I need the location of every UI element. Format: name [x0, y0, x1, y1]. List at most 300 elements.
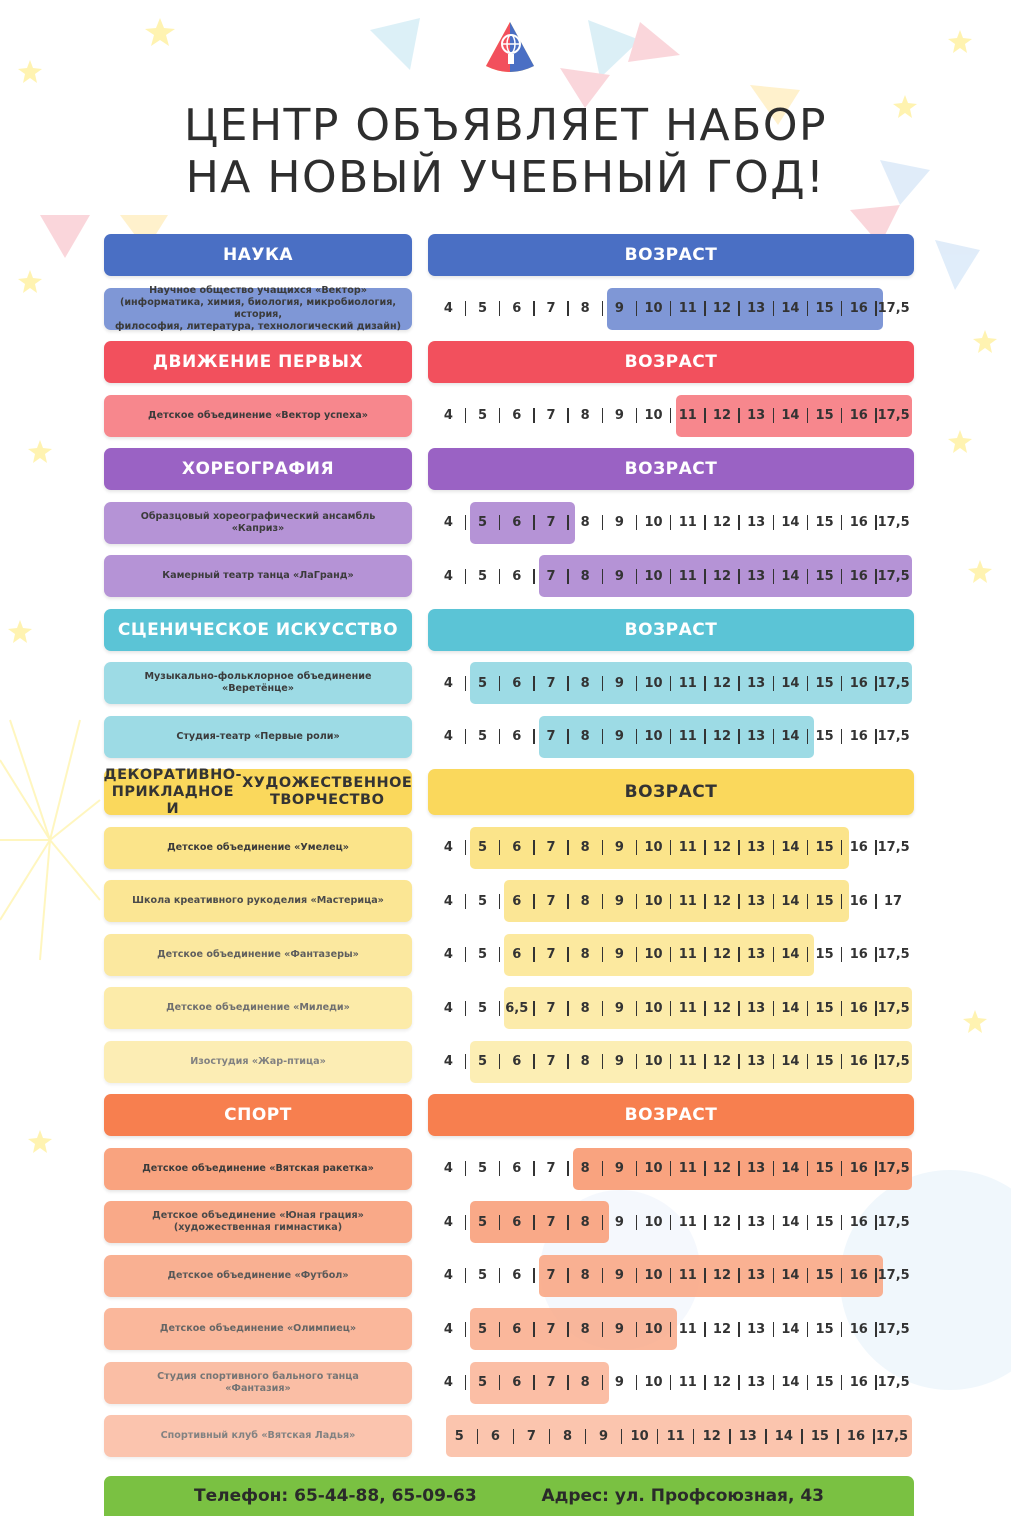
age-value: 12	[712, 408, 732, 423]
age-value: 17	[883, 893, 903, 909]
age-value: 9	[614, 1054, 624, 1069]
age-separator	[636, 1054, 638, 1069]
age-separator	[807, 840, 809, 855]
age-header-label: ВОЗРАСТ	[624, 782, 718, 802]
age-separator	[704, 408, 706, 423]
section-header	[104, 234, 412, 276]
age-value: 16	[849, 840, 868, 855]
age-separator	[602, 1322, 604, 1337]
age-value: 12	[712, 1054, 732, 1069]
program-name-line: «Фантазия»	[225, 1382, 291, 1394]
age-separator	[670, 1322, 672, 1337]
age-separator	[513, 1429, 515, 1444]
age-separator	[875, 301, 877, 316]
age-value: 11	[678, 1321, 697, 1337]
age-separator	[670, 301, 672, 316]
age-separator	[549, 1429, 551, 1444]
age-value: 17,5	[877, 301, 910, 316]
age-value: 4	[443, 947, 453, 962]
age-value: 17,5	[877, 1054, 910, 1069]
age-value: 4	[443, 515, 453, 530]
program-name	[144, 671, 371, 695]
age-separator	[738, 1322, 740, 1337]
program-label	[104, 1255, 412, 1297]
age-value: 6	[512, 568, 522, 584]
section-title: СЦЕНИЧЕСКОЕ ИСКУССТВО	[117, 619, 399, 640]
age-value: 12	[712, 1268, 732, 1283]
age-value: 6	[512, 893, 522, 909]
age-value: 11	[678, 408, 697, 423]
age-separator	[636, 1322, 638, 1337]
age-value: 7	[526, 1428, 536, 1444]
age-separator	[533, 569, 535, 584]
age-separator	[704, 676, 706, 691]
age-value: 16	[849, 1268, 868, 1283]
age-separator	[704, 1322, 706, 1337]
program-label	[104, 284, 412, 332]
age-value: 8	[580, 568, 590, 584]
age-value: 10	[644, 947, 663, 962]
age-separator	[499, 1322, 501, 1337]
age-value: 14	[781, 1321, 800, 1337]
age-value: 7	[546, 1321, 556, 1337]
age-separator	[765, 1429, 767, 1444]
age-separator	[841, 569, 843, 584]
age-separator	[801, 1429, 803, 1444]
age-value: 13	[747, 1054, 766, 1069]
age-value: 10	[644, 1321, 663, 1337]
age-value: 6	[512, 840, 522, 855]
age-separator	[636, 1375, 638, 1390]
age-separator	[841, 1161, 843, 1176]
age-separator	[567, 1268, 569, 1283]
age-value: 15	[815, 1321, 834, 1337]
age-value: 16	[849, 729, 868, 744]
age-separator	[729, 1429, 731, 1444]
age-separator	[636, 729, 638, 744]
age-separator	[841, 515, 843, 530]
age-separator	[499, 1161, 501, 1176]
age-scale	[433, 395, 912, 437]
age-value: 16	[849, 1321, 868, 1337]
age-value: 5	[478, 1214, 488, 1230]
age-value: 13	[747, 1375, 766, 1390]
age-header	[428, 609, 914, 651]
age-separator	[670, 1268, 672, 1283]
age-separator	[636, 840, 638, 855]
program-name	[190, 1056, 326, 1068]
age-separator	[773, 676, 775, 691]
age-value: 5	[478, 301, 488, 316]
age-header-label: ВОЗРАСТ	[624, 1105, 718, 1125]
program-name-line: Детское объединение «Фантазеры»	[157, 948, 359, 960]
age-value: 5	[478, 893, 488, 909]
age-value: 14	[781, 1000, 800, 1016]
section-header	[104, 609, 412, 651]
age-separator	[738, 840, 740, 855]
age-separator	[533, 947, 535, 962]
age-scale	[433, 1308, 912, 1350]
age-value: 15	[815, 301, 834, 316]
age-value: 8	[580, 1161, 590, 1176]
age-value: 14	[781, 1161, 800, 1176]
age-value: 4	[443, 1000, 453, 1016]
age-value: 12	[712, 1321, 732, 1337]
age-separator	[602, 408, 604, 423]
age-separator	[567, 569, 569, 584]
age-value: 7	[546, 1054, 556, 1069]
section-title-line: ХУДОЖЕСТВЕННОЕ ТВОРЧЕСТВО	[242, 775, 413, 808]
age-separator	[465, 676, 467, 691]
age-value: 15	[815, 675, 834, 691]
age-separator	[567, 1322, 569, 1337]
age-separator	[841, 1322, 843, 1337]
program-name	[167, 1270, 348, 1282]
age-separator	[499, 569, 501, 584]
age-separator	[704, 1161, 706, 1176]
age-separator	[465, 840, 467, 855]
age-value: 11	[666, 1428, 685, 1444]
age-value: 5	[478, 675, 488, 691]
age-value: 9	[614, 675, 624, 691]
program-label	[104, 1415, 412, 1457]
program-name-line: (информатика, химия, биология, микробиология, история,	[119, 296, 397, 320]
age-separator	[704, 301, 706, 316]
age-separator	[738, 301, 740, 316]
age-value: 16	[849, 408, 868, 423]
age-separator	[533, 676, 535, 691]
age-value: 17,5	[877, 675, 910, 691]
age-value: 7	[546, 301, 556, 316]
age-separator	[738, 676, 740, 691]
program-label	[104, 1308, 412, 1350]
age-separator	[567, 894, 569, 909]
age-separator	[670, 676, 672, 691]
age-scale	[443, 1415, 912, 1457]
age-separator	[807, 729, 809, 744]
age-separator	[533, 1375, 535, 1390]
age-separator	[807, 301, 809, 316]
program-name-line: «Каприз»	[231, 522, 285, 534]
program-name-line: Музыкально-фольклорное объединение	[144, 671, 372, 682]
age-separator	[499, 1268, 501, 1283]
age-value: 5	[478, 1054, 488, 1069]
age-separator	[704, 840, 706, 855]
age-header	[428, 341, 914, 383]
age-value: 12	[712, 893, 732, 909]
age-header-label: ВОЗРАСТ	[624, 352, 718, 372]
age-value: 9	[614, 1000, 624, 1016]
age-separator	[738, 1268, 740, 1283]
age-separator	[602, 1001, 604, 1016]
age-value: 8	[580, 893, 590, 909]
age-value: 11	[678, 1214, 697, 1230]
age-value: 7	[546, 1161, 556, 1176]
age-value: 6	[512, 1161, 522, 1176]
age-separator	[841, 1375, 843, 1390]
age-value: 4	[443, 729, 453, 744]
age-separator	[636, 1215, 638, 1230]
age-separator	[841, 894, 843, 909]
age-value: 6	[512, 515, 522, 530]
age-separator	[807, 569, 809, 584]
age-value: 10	[644, 729, 663, 744]
age-separator	[704, 1001, 706, 1016]
age-separator	[670, 408, 672, 423]
age-separator	[875, 1215, 877, 1230]
age-value: 16	[849, 893, 868, 909]
age-value: 8	[580, 408, 590, 423]
age-separator	[773, 1268, 775, 1283]
age-value: 13	[747, 515, 766, 530]
age-separator	[602, 1215, 604, 1230]
age-separator	[704, 1215, 706, 1230]
program-name-line: Детское объединение «Вятская ракетка»	[142, 1162, 374, 1174]
age-value: 12	[712, 1000, 732, 1016]
age-separator	[841, 840, 843, 855]
age-value: 16	[849, 1375, 868, 1390]
age-value: 9	[614, 301, 624, 316]
age-value: 12	[712, 301, 732, 316]
age-separator	[465, 569, 467, 584]
age-separator	[602, 676, 604, 691]
age-separator	[567, 1375, 569, 1390]
age-value: 16	[849, 1000, 868, 1016]
age-value: 15	[815, 1375, 834, 1390]
age-value: 15	[815, 1214, 834, 1230]
age-separator	[585, 1429, 587, 1444]
age-value: 6	[512, 1321, 522, 1337]
age-value: 17,5	[875, 1428, 909, 1444]
age-separator	[533, 1054, 535, 1069]
age-value: 8	[580, 729, 590, 744]
age-value: 13	[747, 729, 766, 744]
age-separator	[873, 1429, 875, 1444]
program-label	[104, 662, 412, 704]
program-name	[142, 1163, 374, 1175]
age-value: 13	[747, 947, 766, 962]
age-value: 5	[478, 1161, 488, 1176]
age-header	[428, 448, 914, 490]
age-value: 6	[512, 301, 522, 316]
age-separator	[704, 1268, 706, 1283]
age-value: 17,5	[877, 1214, 910, 1230]
age-value: 11	[678, 947, 697, 962]
age-value: 13	[747, 408, 766, 423]
age-value: 9	[614, 729, 624, 744]
age-separator	[533, 729, 535, 744]
age-value: 7	[546, 840, 556, 855]
age-separator	[567, 1215, 569, 1230]
age-scale	[433, 934, 912, 976]
age-separator	[602, 840, 604, 855]
age-separator	[738, 894, 740, 909]
age-value: 11	[678, 729, 697, 744]
age-separator	[533, 1322, 535, 1337]
age-value: 6	[490, 1428, 500, 1444]
program-name-line: Детское объединение «Футбол»	[167, 1269, 349, 1281]
age-separator	[533, 301, 535, 316]
program-name-line: философия, литература, технологический дизайн)	[115, 320, 401, 332]
age-separator	[738, 1054, 740, 1069]
age-value: 15	[810, 1428, 829, 1444]
age-value: 8	[580, 947, 590, 962]
section-title: СПОРТ	[224, 1105, 292, 1125]
age-separator	[670, 569, 672, 584]
age-separator	[636, 1161, 638, 1176]
age-separator	[837, 1429, 839, 1444]
age-value: 5	[454, 1428, 464, 1444]
age-separator	[499, 676, 501, 691]
age-scale	[433, 288, 912, 330]
age-separator	[670, 1161, 672, 1176]
age-separator	[636, 894, 638, 909]
age-value: 10	[644, 1214, 663, 1230]
age-value: 15	[815, 1268, 834, 1283]
age-value: 4	[443, 1161, 453, 1176]
program-name-line: Научное общество учащихся «Вектор»	[149, 284, 367, 296]
age-separator	[738, 1161, 740, 1176]
age-value: 15	[815, 1000, 834, 1016]
program-name-line: Студия-театр «Первые роли»	[176, 730, 340, 742]
age-separator	[704, 947, 706, 962]
age-value: 7	[546, 1000, 556, 1016]
age-separator	[670, 894, 672, 909]
age-separator	[602, 1268, 604, 1283]
age-value: 7	[546, 515, 556, 530]
age-header	[428, 1094, 914, 1136]
age-scale	[433, 1201, 912, 1243]
age-separator	[533, 515, 535, 530]
age-value: 13	[747, 301, 766, 316]
age-separator	[670, 1375, 672, 1390]
age-value: 10	[644, 1161, 663, 1176]
age-separator	[621, 1429, 623, 1444]
age-separator	[567, 840, 569, 855]
age-separator	[875, 947, 877, 962]
age-value: 6	[512, 947, 522, 962]
age-separator	[602, 947, 604, 962]
age-value: 4	[443, 1268, 453, 1283]
age-separator	[499, 1054, 501, 1069]
age-value: 10	[644, 1268, 663, 1283]
age-value: 9	[614, 515, 624, 530]
age-separator	[533, 1161, 535, 1176]
age-value: 12	[702, 1428, 721, 1444]
age-value: 15	[815, 729, 834, 744]
age-value: 5	[478, 1321, 488, 1337]
age-separator	[533, 1001, 535, 1016]
age-separator	[670, 840, 672, 855]
age-value: 17,5	[877, 947, 910, 962]
age-separator	[499, 894, 501, 909]
age-value: 9	[614, 1268, 624, 1283]
age-value: 14	[781, 515, 800, 530]
age-value: 10	[644, 840, 663, 855]
section-title-line: ДЕКОРАТИВНО-ПРИКЛАДНОЕ И	[103, 766, 243, 817]
age-header-label: ВОЗРАСТ	[624, 245, 718, 265]
age-separator	[773, 840, 775, 855]
age-value: 13	[747, 1268, 766, 1283]
age-separator	[465, 947, 467, 962]
age-separator	[567, 1001, 569, 1016]
age-value: 8	[580, 840, 590, 855]
age-separator	[738, 1375, 740, 1390]
age-value: 9	[614, 893, 624, 909]
age-separator	[807, 1215, 809, 1230]
age-value: 9	[614, 1214, 624, 1230]
age-separator	[499, 1375, 501, 1390]
section-header	[103, 766, 413, 817]
age-separator	[567, 515, 569, 530]
age-separator	[807, 1001, 809, 1016]
age-separator	[875, 1054, 877, 1069]
age-separator	[533, 1215, 535, 1230]
age-separator	[773, 894, 775, 909]
section-title: ХОРЕОГРАФИЯ	[181, 459, 335, 479]
section-title: НАУКА	[222, 245, 294, 265]
age-value: 17,5	[877, 408, 910, 423]
age-value: 4	[443, 1375, 453, 1390]
age-value: 10	[644, 1054, 663, 1069]
age-header	[428, 234, 914, 276]
age-separator	[773, 408, 775, 423]
age-value: 14	[781, 1214, 800, 1230]
age-value: 9	[614, 1161, 624, 1176]
age-value: 14	[781, 893, 800, 909]
age-separator	[841, 1001, 843, 1016]
age-separator	[670, 1001, 672, 1016]
age-separator	[657, 1429, 659, 1444]
age-separator	[875, 840, 877, 855]
age-separator	[875, 729, 877, 744]
age-separator	[841, 947, 843, 962]
title-line-2: НА НОВЫЙ УЧЕБНЫЙ ГОД!	[185, 152, 826, 203]
age-separator	[499, 408, 501, 423]
age-value: 8	[580, 1321, 590, 1337]
age-separator	[773, 1322, 775, 1337]
age-value: 5	[478, 1000, 488, 1016]
age-value: 6	[512, 729, 522, 744]
age-separator	[807, 947, 809, 962]
program-name-line: Детское объединение «Умелец»	[167, 841, 349, 853]
age-value: 13	[747, 1214, 766, 1230]
age-value: 9	[614, 568, 624, 584]
age-scale	[433, 1148, 912, 1190]
age-value: 11	[678, 568, 697, 584]
age-value: 13	[747, 893, 766, 909]
age-value: 5	[478, 1268, 488, 1283]
age-separator	[636, 1001, 638, 1016]
program-name-line: Школа креативного рукоделия «Мастерица»	[132, 895, 384, 906]
age-separator	[465, 1161, 467, 1176]
age-separator	[465, 1001, 467, 1016]
program-label	[104, 716, 412, 758]
age-value: 16	[849, 947, 868, 962]
age-value: 12	[712, 1375, 732, 1390]
age-value: 11	[678, 1268, 697, 1283]
age-separator	[567, 676, 569, 691]
age-separator	[875, 569, 877, 584]
age-value: 11	[678, 1054, 697, 1069]
age-separator	[875, 1161, 877, 1176]
age-value: 4	[443, 408, 453, 423]
age-value: 17,5	[877, 1000, 910, 1016]
age-value: 7	[546, 1375, 556, 1390]
age-separator	[636, 1268, 638, 1283]
age-separator	[773, 301, 775, 316]
age-value: 7	[546, 893, 556, 909]
